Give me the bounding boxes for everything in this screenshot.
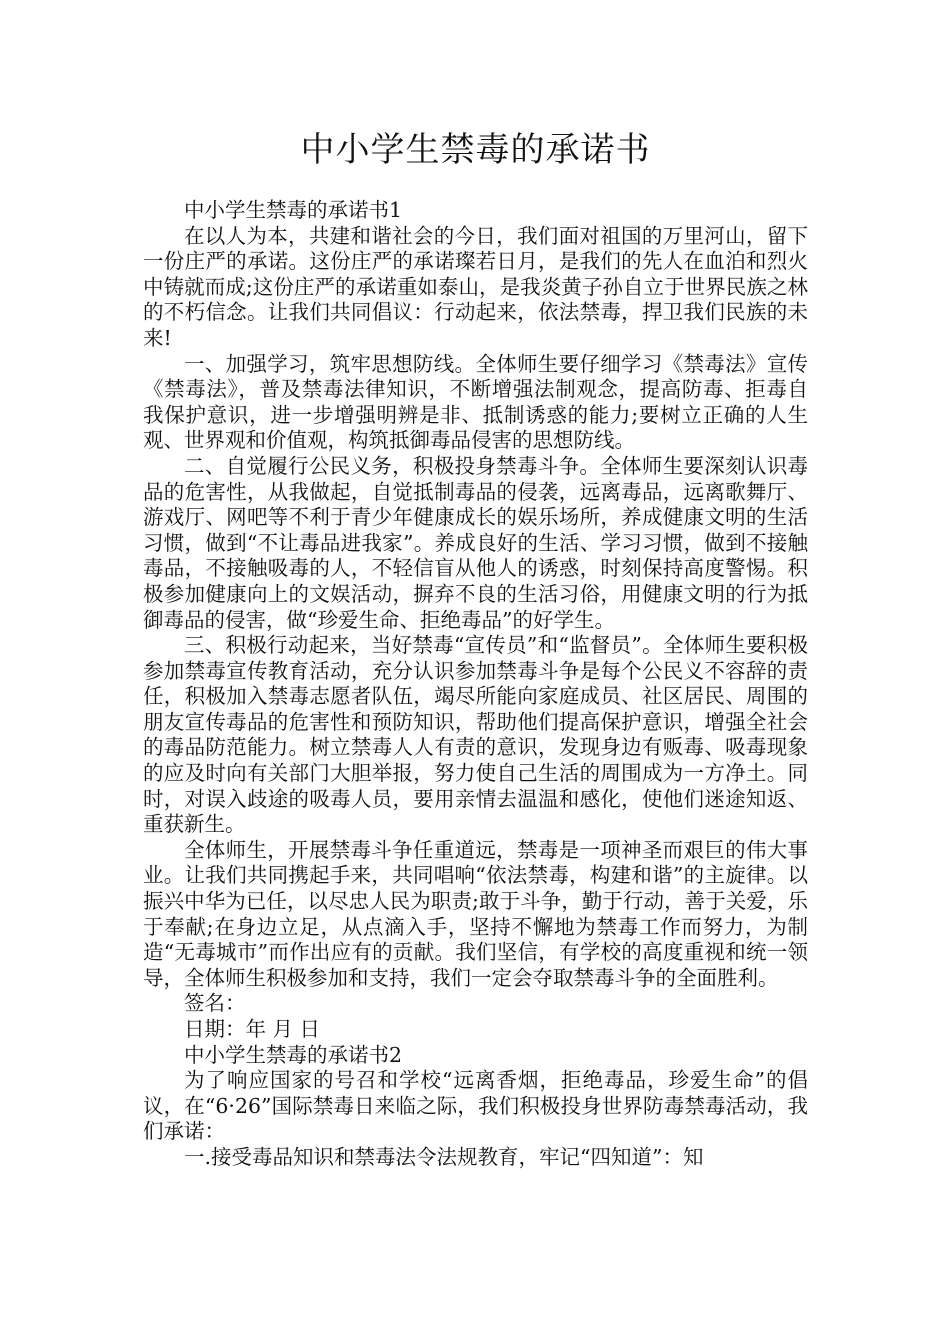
section-heading-2: 中小学生禁毒的承诺书2: [184, 1042, 403, 1067]
document-title: 中小学生禁毒的承诺书: [300, 130, 651, 170]
point-3-paragraph: 三、积极行动起来，当好禁毒“宣传员”和“监督员”。全体师生要积极参加禁毒宣传教育活动，充分认识参加禁毒斗争是每个公民义不容辞的责任，积极加入禁毒志愿者队伍，竭尽所能向家庭成员、社区居民、周围的朋友宣传毒品的危害性和预防知识，帮助他们提高保护意识，增强全社会的毒品防范能力。树立禁毒人人有责的意识，发现身边有贩毒、吸毒现象的应及时向有关部门大胆举报，努力使自己生活的周围成为一方净土。同时，对误入歧途的吸毒人员，要用亲情去温温和感化，使他们迷途知返、重获新生。: [143, 633, 808, 837]
section-heading-1: 中小学生禁毒的承诺书1: [184, 198, 403, 222]
intro-paragraph: 在以人为本，共建和谐社会的今日，我们面对祖国的万里河山，留下一份庄严的承诺。这份庄严的承诺璨若日月，是我们的先人在血泊和烈火中铸就而成;这份庄严的承诺重如泰山，是我炎黄子孙自立于世界民族之林的不朽信念。让我们共同倡议：行动起来，依法禁毒，捍卫我们民族的未来!: [143, 223, 808, 350]
closing-paragraph: 全体师生，开展禁毒斗争任重道远，禁毒是一项神圣而艰巨的伟大事业。让我们共同携起手来，共同唱响“依法禁毒，构建和谐”的主旋律。以振兴中华为已任，以尽忠人民为职责;敢于斗争，勤于行动，善于关爱，乐于奉献;在身边立足，从点滴入手，坚持不懈地为禁毒工作而努力，为制造“无毒城市”而作出应有的贡献。我们坚信，有学校的高度重视和统一领导，全体师生积极参加和支持，我们一定会夺取禁毒斗争的全面胜利。: [143, 837, 808, 990]
signature-line: 签名：: [184, 991, 246, 1016]
document-body: [143, 198, 808, 1171]
pledge-intro-paragraph: 为了响应国家的号召和学校“远离香烟，拒绝毒品，珍爱生命”的倡议，在“6·26”国际禁毒日来临之际，我们积极投身世界防毒禁毒活动，我们承诺：: [143, 1068, 808, 1144]
pledge-item-1: 一.接受毒品知识和禁毒法令法规教育，牢记“四知道”：知: [184, 1144, 704, 1169]
point-1-paragraph: 一、加强学习，筑牢思想防线。全体师生要仔细学习《禁毒法》宣传《禁毒法》，普及禁毒法律知识，不断增强法制观念，提高防毒、拒毒自我保护意识，进一步增强明辨是非、抵制诱惑的能力;要树立正确的人生观、世界观和价值观，构筑抵御毒品侵害的思想防线。: [143, 351, 808, 453]
date-line: 日期：年 月 日: [184, 1017, 321, 1041]
point-2-paragraph: 二、自觉履行公民义务，积极投身禁毒斗争。全体师生要深刻认识毒品的危害性，从我做起，自觉抵制毒品的侵袭，远离毒品，远离歌舞厅、游戏厅、网吧等不利于青少年健康成长的娱乐场所，养成健康文明的生活习惯，做到“不让毒品进我家”。养成良好的生活、学习习惯，做到不接触毒品，不接触吸毒的人，不轻信盲从他人的诱惑，时刻保持高度警惕。积极参加健康向上的文娱活动，摒弃不良的生活习俗，用健康文明的行为抵御毒品的侵害，做“珍爱生命、拒绝毒品”的好学生。: [143, 453, 808, 632]
